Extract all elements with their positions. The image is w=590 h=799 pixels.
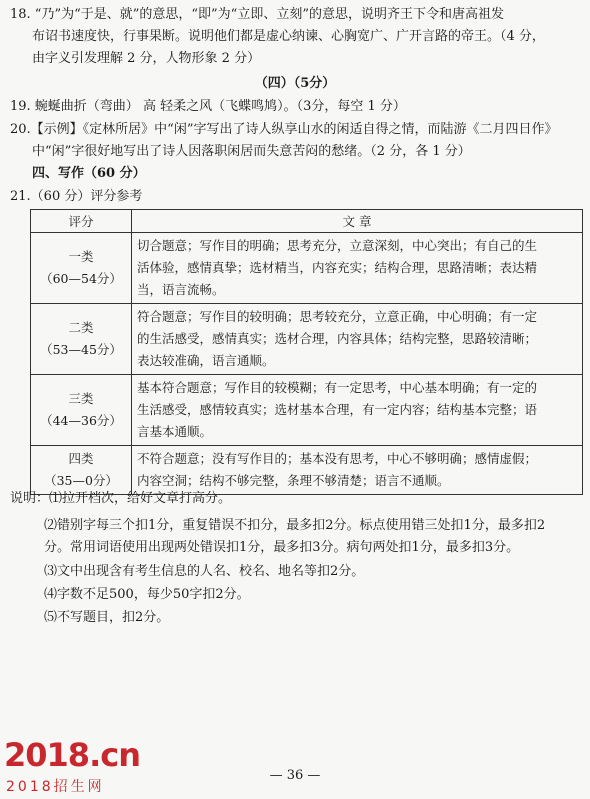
- q21-heading: 21.（60 分）评分参考: [10, 189, 143, 204]
- category-name: 三类: [68, 391, 94, 406]
- table-row: [31, 446, 583, 495]
- grade-category: [31, 233, 132, 304]
- header-score: 评分: [31, 210, 132, 233]
- q18-line2: 布诏书速度快，行事果断。说明他们都是虚心纳谏、心胸宽广、广开言路的帝王。（4 分，: [32, 29, 545, 44]
- note-2b: 分。常用词语使用出现两处错误扣1分，最多扣3分。病句两处扣1分，最多扣3分。: [44, 540, 520, 555]
- grade-description: [132, 304, 583, 375]
- description-line: 生活感受，感情较真实；选材基本合理，有一定内容；结构基本完整；语: [137, 402, 538, 417]
- q18-line1: 18. “乃”为“于是、就”的意思，“即”为“立即、立刻”的意思，说明齐王下令和唐高祖发: [10, 7, 504, 22]
- table-row: [31, 375, 583, 446]
- note-1: 说明：⑴拉开档次，给好文章打高分。: [10, 491, 232, 506]
- q19-answer: 19. 蜿蜒曲折（弯曲） 高 轻柔之风（飞蝶鸣鸠）。（3分，每空 1 分）: [10, 99, 406, 114]
- table-header-row: [31, 210, 583, 233]
- watermark-sub-text: 2018招生网: [6, 779, 105, 795]
- grade-description: [132, 375, 583, 446]
- header-essay: 文 章: [132, 210, 583, 233]
- description-line: 活体验，感情真挚；选材精当，内容充实；结构合理，思路清晰；表达精: [137, 260, 538, 275]
- description-line: 当，语言流畅。: [137, 282, 225, 297]
- table-row: [31, 233, 583, 304]
- note-3: ⑶文中出现含有考生信息的人名、校名、地名等扣2分。: [44, 564, 365, 579]
- description-line: 的生活感受，感情真实；选材合理，内容具体；结构完整，思路较清晰；: [137, 331, 538, 346]
- grade-description: [132, 446, 583, 495]
- q18-line3: 由字义引发理解 2 分，人物形象 2 分）: [32, 51, 261, 66]
- watermark-main-text: 2018.cn: [4, 736, 140, 774]
- q20-line2: 中“闲”字很好地写出了诗人因落职闲居而失意苦闷的愁绪。（2 分，各 1 分）: [32, 144, 471, 159]
- writing-heading: 四、写作（60 分）: [32, 166, 146, 181]
- description-line: 言基本通顺。: [137, 424, 213, 439]
- description-line: 内容空洞；结构不够完整，条理不够清楚；语言不通顺。: [137, 473, 450, 488]
- category-range: （44—36分）: [40, 413, 122, 428]
- description-line: 符合题意；写作目的较明确；思考较充分，立意正确，中心明确；有一定: [137, 309, 538, 324]
- category-name: 二类: [68, 320, 94, 335]
- description-line: 切合题意；写作目的明确；思考充分，立意深刻，中心突出；有自己的生: [137, 238, 538, 253]
- grade-category: [31, 304, 132, 375]
- description-line: 不符合题意；没有写作目的；基本没有思考，中心不够明确；感情虚假；: [137, 451, 538, 466]
- page-number: — 36 —: [269, 768, 321, 783]
- note-2a: ⑵错别字每三个扣1分，重复错误不扣分，最多扣2分。标点使用错三处扣1分，最多扣2: [44, 518, 546, 533]
- description-line: 表达较准确，语言通顺。: [137, 353, 275, 368]
- table-row: [31, 304, 583, 375]
- grade-category: [31, 375, 132, 446]
- note-4: ⑷字数不足500，每少50字扣2分。: [44, 587, 250, 602]
- q20-line1: 20.【示例】《定林所居》中“闲”字写出了诗人纵享山水的闲适自得之情，而陆游《二月四日作》: [10, 122, 558, 137]
- description-line: 基本符合题意；写作目的较模糊；有一定思考，中心基本明确；有一定的: [137, 380, 538, 395]
- grade-category: [31, 446, 132, 495]
- note-5: ⑸不写题目，扣2分。: [44, 610, 170, 625]
- category-name: 一类: [68, 249, 94, 264]
- grading-table: [30, 209, 583, 495]
- category-range: （35—0分）: [44, 473, 118, 488]
- grade-description: [132, 233, 583, 304]
- category-range: （60—54分）: [40, 271, 122, 286]
- site-watermark-logo: [4, 736, 154, 796]
- category-name: 四类: [68, 451, 94, 466]
- category-range: （53—45分）: [40, 342, 122, 357]
- section4-heading: （四）（5分）: [254, 76, 336, 91]
